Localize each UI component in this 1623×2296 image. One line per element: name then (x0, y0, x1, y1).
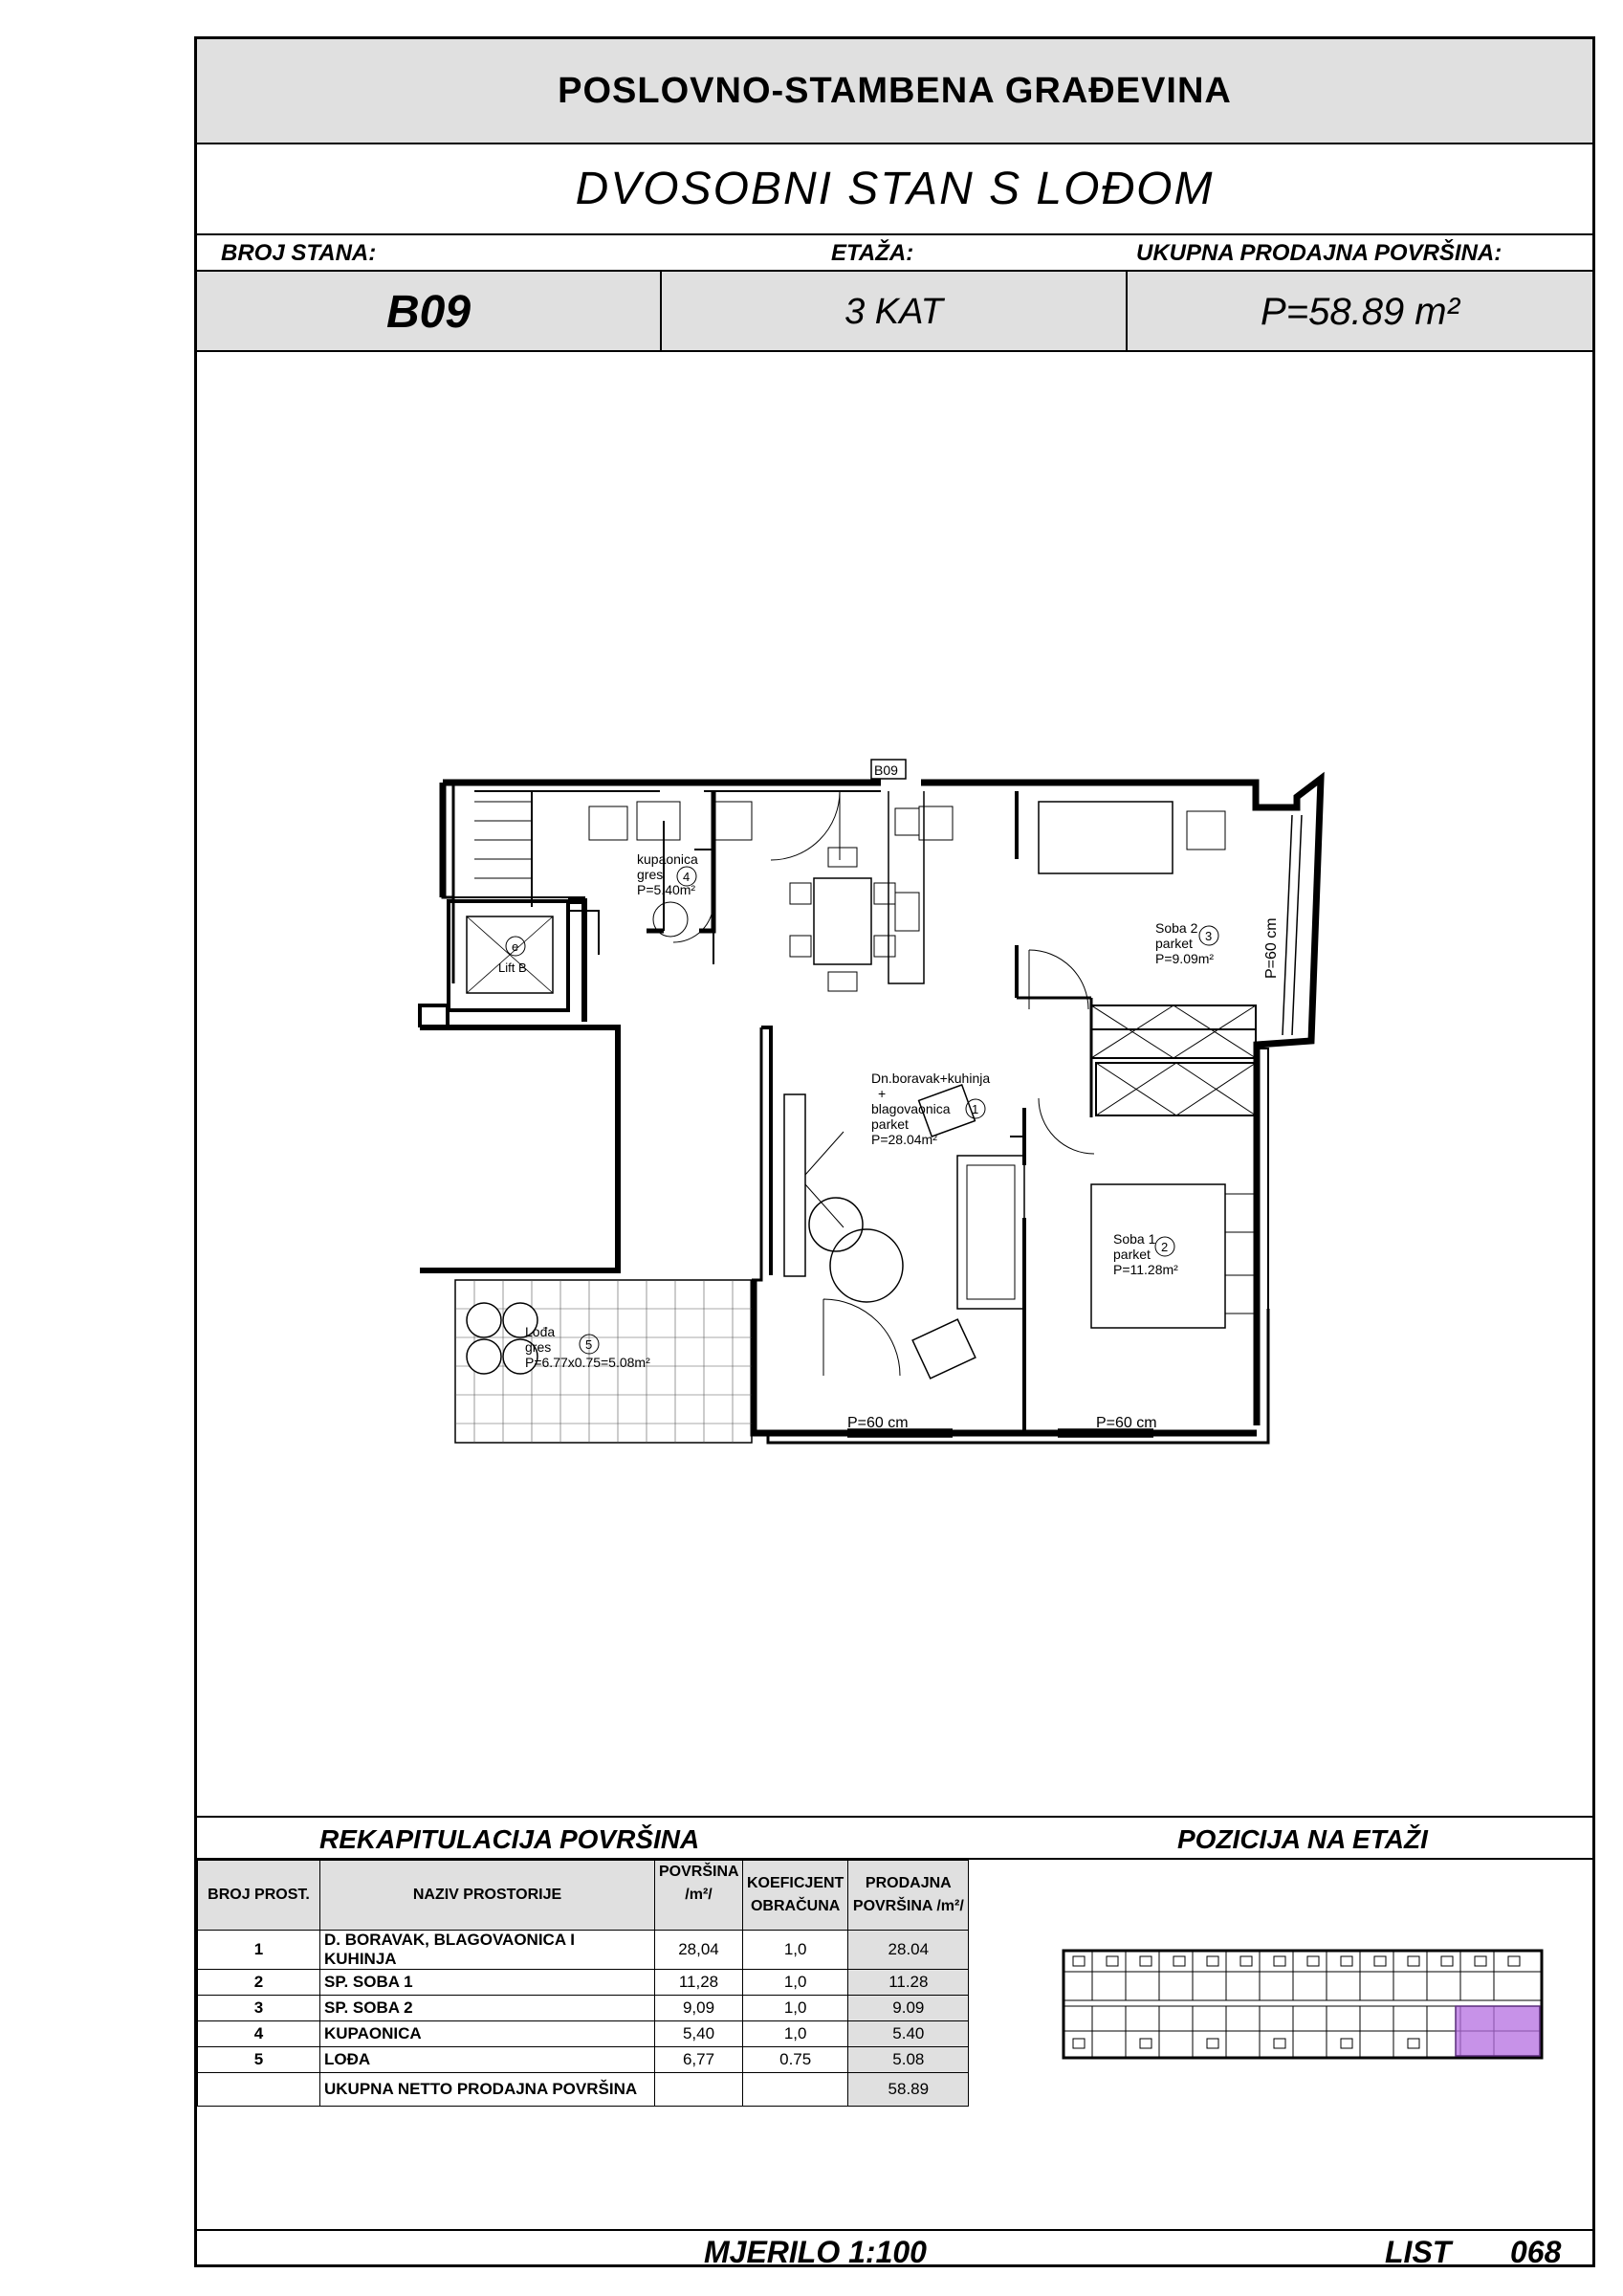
lift-label: Lift B (498, 960, 527, 975)
room-2-label: Soba 1 parket P=11.28m² (1113, 1231, 1178, 1277)
room-4-number: 4 (683, 870, 691, 884)
label-floor: ETAŽA: (831, 240, 914, 266)
row-no: 4 (198, 2021, 320, 2047)
floor-plan (197, 352, 1592, 1816)
row-name: LOĐA (320, 2047, 655, 2073)
room-1-label: Dn.boravak+kuhinja + blagovaonica parket P=28.04m² (871, 1071, 991, 1147)
row-coef: 1,0 (742, 1931, 847, 1970)
row-name: D. BORAVAK, BLAGOVAONICA I KUHINJA (320, 1931, 655, 1970)
dining-table (814, 878, 871, 964)
row-area: 11,28 (655, 1970, 743, 1996)
row-sale: 5.08 (848, 2047, 969, 2073)
table-row (198, 1931, 969, 1970)
lift-mark: e (512, 939, 519, 954)
col-name: NAZIV PROSTORIJE (320, 1861, 655, 1931)
apartment-number (197, 272, 662, 352)
floor-value (662, 272, 1128, 352)
row-coef: 0.75 (742, 2047, 847, 2073)
floor-value-text: 3 KAT (844, 291, 943, 332)
row-coef: 1,0 (742, 1970, 847, 1996)
room-1-number: 1 (972, 1102, 979, 1116)
unit-tag: B09 (874, 762, 898, 778)
sheet-label: LIST (1385, 2235, 1452, 2269)
room-3-label: Soba 2 parket P=9.09m² (1155, 920, 1215, 966)
kitchen-counter (888, 791, 924, 983)
total-area-value (1128, 272, 1592, 352)
recap-table-header (198, 1861, 969, 1931)
apartment-type-text: DVOSOBNI STAN S LOĐOM (575, 164, 1215, 214)
row-coef: 1,0 (742, 2021, 847, 2047)
row-area: 9,09 (655, 1996, 743, 2021)
wardrobe-1 (1091, 1005, 1256, 1058)
building-type-title (197, 39, 1592, 144)
row-area: 5,40 (655, 2021, 743, 2047)
row-no: 1 (198, 1931, 320, 1970)
total-label: UKUPNA NETTO PRODAJNA POVRŠINA (320, 2073, 655, 2107)
apartment-number-text: B09 (385, 286, 472, 338)
row-sale: 5.40 (848, 2021, 969, 2047)
table-row (198, 2021, 969, 2047)
room-5-label: Lođa gres P=6.77x0.75=5.08m² (525, 1324, 650, 1370)
recap-header (197, 1816, 1592, 1860)
row-area: 6,77 (655, 2047, 743, 2073)
parapet-label-2: P=60 cm (1096, 1415, 1157, 1431)
col-no: BROJ PROST. (198, 1861, 320, 1931)
recap-title: REKAPITULACIJA POVRŠINA (319, 1824, 700, 1854)
row-name: SP. SOBA 2 (320, 1996, 655, 2021)
row-area: 28,04 (655, 1931, 743, 1970)
row-no: 2 (198, 1970, 320, 1996)
bed-soba-1 (1091, 1184, 1225, 1328)
footer (197, 2229, 1592, 2272)
parapet-label-3: P=60 cm (1263, 917, 1280, 979)
info-labels-row (197, 235, 1592, 272)
table-row (198, 2047, 969, 2073)
sheet-number: 068 (1510, 2235, 1562, 2269)
row-name: SP. SOBA 1 (320, 1970, 655, 1996)
outer-wall-bottom (754, 1280, 1257, 1433)
info-values-row (197, 272, 1592, 352)
total-value: 58.89 (848, 2073, 969, 2107)
row-no: 3 (198, 1996, 320, 2021)
table-row (198, 1996, 969, 2021)
bed-soba-2 (1039, 802, 1173, 873)
label-total-area: UKUPNA PRODAJNA POVRŠINA: (1136, 240, 1502, 266)
row-name: KUPAONICA (320, 2021, 655, 2047)
label-apartment-no: BROJ STANA: (221, 240, 377, 266)
building-type-text: POSLOVNO-STAMBENA GRAĐEVINA (558, 70, 1232, 111)
room-5-number: 5 (585, 1337, 593, 1352)
scale: MJERILO 1:100 (704, 2235, 927, 2269)
total-area-text: P=58.89 m² (1261, 290, 1459, 333)
drawing-frame (194, 36, 1595, 2267)
col-sale: PRODAJNA POVRŠINA /m²/ (848, 1861, 969, 1931)
row-sale: 9.09 (848, 1996, 969, 2021)
highlighted-apartment (1456, 2006, 1540, 2056)
row-no: 5 (198, 2047, 320, 2073)
col-coef: KOEFICJENT OBRAČUNA (742, 1861, 847, 1931)
parapet-label-1: P=60 cm (847, 1415, 909, 1431)
col-area: POVRŠINA /m²/ (655, 1861, 743, 1931)
table-total-row (198, 2073, 969, 2107)
position-title: POZICIJA NA ETAŽI (1177, 1824, 1428, 1854)
room-4-label: kupaonica gres P=5.40m² (637, 851, 698, 897)
recap-table (197, 1860, 969, 2107)
wardrobe-2 (1096, 1063, 1256, 1115)
room-2-number: 2 (1161, 1240, 1169, 1254)
floor-position-plan (1054, 1943, 1551, 2063)
row-sale: 11.28 (848, 1970, 969, 1996)
row-coef: 1,0 (742, 1996, 847, 2021)
shaft-wall (420, 1027, 618, 1270)
table-row (198, 1970, 969, 1996)
apartment-type-title (197, 144, 1592, 235)
room-3-number: 3 (1205, 929, 1213, 943)
row-sale: 28.04 (848, 1931, 969, 1970)
